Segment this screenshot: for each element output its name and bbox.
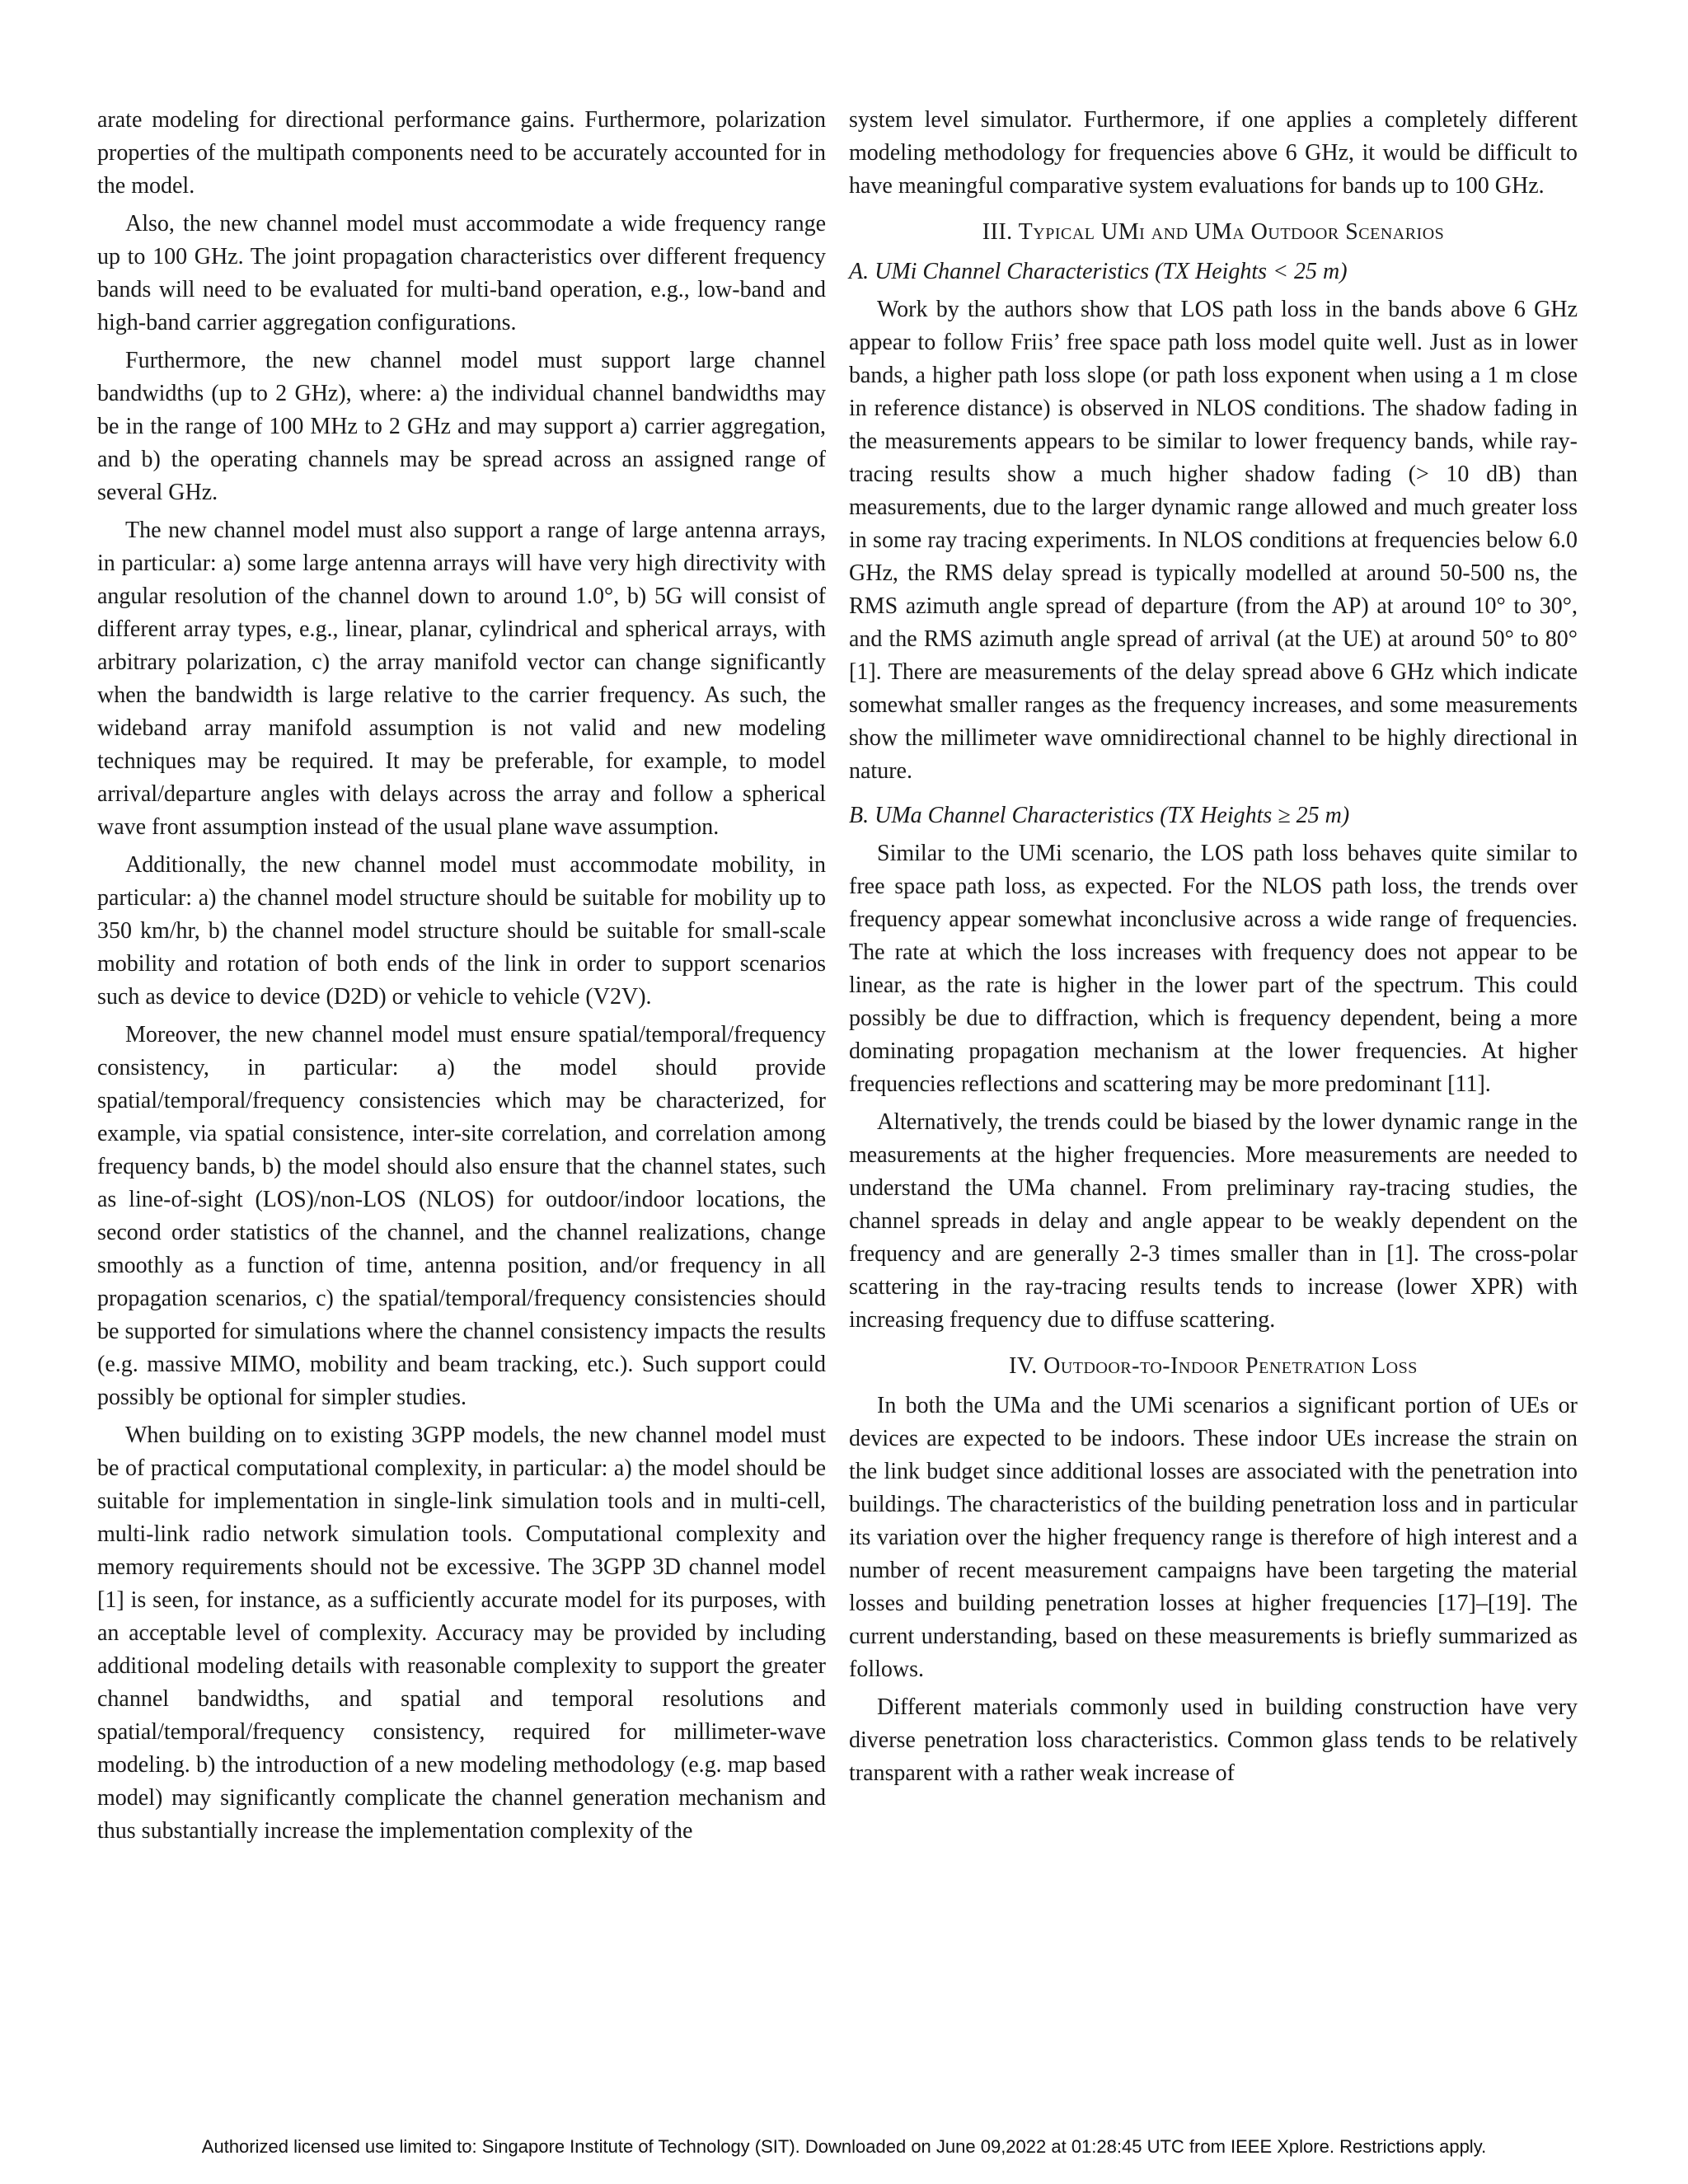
body-paragraph: Additionally, the new channel model must accommodate mobility, in particular: a) the channel model structure should be suitable for mobility up to 350 km/hr, b) the channel model structure should be suitable for small-scale mobility and rotation of both ends of the link in order to support scenarios such as device to device (D2D) or vehicle to vehicle (V2V). <box>97 852 826 1010</box>
body-paragraph: system level simulator. Furthermore, if one applies a completely different modeling methodology for frequencies above 6 GHz, it would be difficult to have meaningful comparative system evaluations for bands up to 100 GHz. <box>849 107 1578 199</box>
section-heading: III. Typical UMi and UMa Outdoor Scenarios <box>982 219 1445 245</box>
left-column <box>97 104 826 1853</box>
body-paragraph: Different materials commonly used in building construction have very diverse penetration loss characteristics. Common glass tends to be relatively transparent with a rather weak increase of <box>849 1694 1578 1786</box>
body-paragraph: Similar to the UMi scenario, the LOS path loss behaves quite similar to free space path loss, as expected. For the NLOS path loss, the trends over frequency appear somewhat inconclusive across a wide range of frequencies. The rate at which the loss increases with frequency does not appear to be linear, as the rate is higher in the lower part of the spectrum. This could possibly be due to diffraction, which is frequency dependent, being a more dominating propagation mechanism at the lower frequencies. At higher frequencies reflections and scattering may be more predominant [11]. <box>849 841 1578 1097</box>
body-paragraph: In both the UMa and the UMi scenarios a significant portion of UEs or devices are expected to be indoors. These indoor UEs increase the strain on the link budget since additional losses are associated with the penetration into buildings. The characteristics of the building penetration loss and in particular its variation over the higher frequency range is therefore of high interest and a number of recent measurement campaigns have been targeting the material losses and building penetration losses at higher frequencies [17]–[19]. The current understanding, based on these measurements is briefly summarized as follows. <box>849 1393 1578 1682</box>
body-paragraph: Alternatively, the trends could be biased by the lower dynamic range in the measurements at the higher frequencies. More measurements are needed to understand the UMa channel. From preliminary ray-tracing studies, the channel spreads in delay and angle appear to be weakly dependent on the frequency and are generally 2-3 times smaller than in [1]. The cross-polar scattering in the ray-tracing results tends to increase (lower XPR) with increasing frequency due to diffuse scattering. <box>849 1109 1578 1333</box>
subsection-heading: A. UMi Channel Characteristics (TX Heights < 25 m) <box>849 259 1348 284</box>
body-paragraph: Also, the new channel model must accommodate a wide frequency range up to 100 GHz. The joint propagation characteristics over different frequency bands will need to be evaluated for multi-band operation, e.g., low-band and high-band carrier aggregation configurations. <box>97 211 826 335</box>
body-paragraph: The new channel model must also support a range of large antenna arrays, in particular: a) some large antenna arrays will have very high directivity with angular resolution of the channel down to around 1.0°, b) 5G will consist of different array types, e.g., linear, planar, cylindrical and spherical arrays, with arbitrary polarization, c) the array manifold vector can change significantly when the bandwidth is large relative to the carrier frequency. As such, the wideband array manifold assumption is not valid and new modeling techniques may be required. It may be preferable, for example, to model arrival/departure angles with delays across the array and follow a spherical wave front assumption instead of the usual plane wave assumption. <box>97 518 826 840</box>
subsection-heading: B. UMa Channel Characteristics (TX Heights ≥ 25 m) <box>849 803 1350 828</box>
body-paragraph: Work by the authors show that LOS path loss in the bands above 6 GHz appear to follow Friis’ free space path loss model quite well. Just as in lower bands, a higher path loss slope (or path loss exponent when using a 1 m close in reference distance) is observed in NLOS conditions. The shadow fading in the measurements appears to be similar to lower frequency bands, while ray-tracing results show a much higher shadow fading (> 10 dB) than measurements, due to the larger dynamic range allowed and much greater loss in some ray tracing experiments. In NLOS conditions at frequencies below 6.0 GHz, the RMS delay spread is typically modelled at around 50-500 ns, the RMS azimuth angle spread of departure (from the AP) at around 10° to 30°, and the RMS azimuth angle spread of arrival (at the UE) at around 50° to 80° [1]. There are measurements of the delay spread above 6 GHz which indicate somewhat smaller ranges as the frequency increases, and some measurements show the millimeter wave omnidirectional channel to be highly directional in nature. <box>849 297 1578 784</box>
right-column <box>849 104 1578 1795</box>
body-paragraph: When building on to existing 3GPP models, the new channel model must be of practical computational complexity, in particular: a) the model should be suitable for implementation in single-link simulation tools and in multi-cell, multi-link radio network simulation tools. Computational complexity and memory requirements should not be excessive. The 3GPP 3D channel model [1] is seen, for instance, as a sufficiently accurate model for its purposes, with an acceptable level of complexity. Accuracy may be provided by including additional modeling details with reasonable complexity to support the greater channel bandwidths, and spatial and temporal resolutions and spatial/temporal/frequency consistency, required for millimeter-wave modeling. b) the introduction of a new modeling methodology (e.g. map based model) may significantly complicate the channel generation mechanism and thus substantially increase the implementation complexity of the <box>97 1422 826 1844</box>
body-paragraph: Moreover, the new channel model must ensure spatial/temporal/frequency consistency, in particular: a) the model should provide spatial/temporal/frequency consistencies which may be characterized, for example, via spatial consistence, inter-site correlation, and correlation among frequency bands, b) the model should also ensure that the channel states, such as line-of-sight (LOS)/non-LOS (NLOS) for outdoor/indoor locations, the second order statistics of the channel, and the channel realizations, change smoothly as a function of time, antenna position, and/or frequency in all propagation scenarios, c) the spatial/temporal/frequency consistencies should be supported for simulations where the channel consistency impacts the results (e.g. massive MIMO, mobility and beam tracking, etc.). Such support could possibly be optional for simpler studies. <box>97 1022 826 1410</box>
section-heading: IV. Outdoor-to-Indoor Penetration Loss <box>1009 1353 1418 1379</box>
license-footer: Authorized licensed use limited to: Singapore Institute of Technology (SIT). Downloaded on June 09,2022 at 01:28:45 UTC from IEEE Xplore. Restrictions apply. <box>201 2136 1487 2157</box>
body-paragraph: arate modeling for directional performance gains. Furthermore, polarization properties of the multipath components need to be accurately accounted for in the model. <box>97 107 826 199</box>
body-paragraph: Furthermore, the new channel model must support large channel bandwidths (up to 2 GHz), where: a) the individual channel bandwidths may be in the range of 100 MHz to 2 GHz and may support a) carrier aggregation, and b) the operating channels may be spread across an assigned range of several GHz. <box>97 348 826 505</box>
